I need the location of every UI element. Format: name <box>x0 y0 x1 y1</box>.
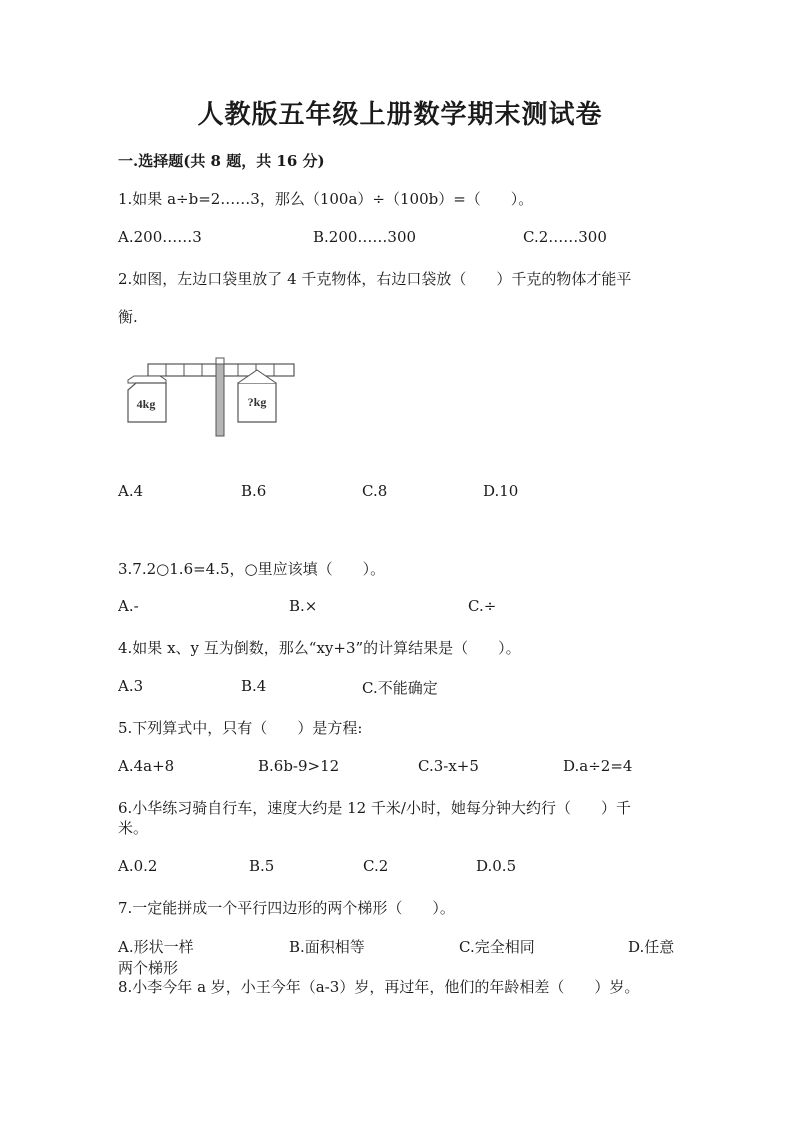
q4-option-b: B.4 <box>241 677 267 695</box>
q5-option-d: D.a÷2=4 <box>563 757 633 775</box>
question-3: 3.7.2○1.6=4.5，○里应该填（ ）。 <box>118 560 386 578</box>
q7-option-d: D.任意 <box>628 938 675 956</box>
q6-option-c: C.2 <box>363 857 389 875</box>
right-bag-label: ?kg <box>247 395 267 409</box>
q3-option-b: B.× <box>289 597 318 615</box>
q6-option-a: A.0.2 <box>118 857 158 875</box>
q7-option-c: C.完全相同 <box>459 938 535 956</box>
question-6: 6.小华练习骑自行车，速度大约是 12 千米/小时，她每分钟大约行（ ）千 <box>118 799 631 817</box>
q1-option-a: A.200……3 <box>118 228 202 246</box>
q2-option-d: D.10 <box>483 482 519 500</box>
question-2: 2.如图，左边口袋里放了 4 千克物体，右边口袋放（ ）千克的物体才能平 <box>118 270 632 288</box>
q1-option-c: C.2……300 <box>523 228 607 246</box>
q5-option-a: A.4a+8 <box>118 757 175 775</box>
q7-option-d-continuation: 两个梯形 <box>118 959 179 977</box>
question-4: 4.如果 x、y 互为倒数，那么“xy+3”的计算结果是（ ）。 <box>118 639 521 657</box>
balance-scale-figure <box>126 356 298 440</box>
q2-option-b: B.6 <box>241 482 267 500</box>
q7-option-b: B.面积相等 <box>289 938 365 956</box>
q6-option-d: D.0.5 <box>476 857 517 875</box>
q4-option-a: A.3 <box>118 677 144 695</box>
left-bag <box>128 376 166 422</box>
q6-option-b: B.5 <box>249 857 275 875</box>
question-1: 1.如果 a÷b=2……3，那么（100a）÷（100b）=（ ）。 <box>118 190 534 208</box>
q1-option-b: B.200……300 <box>313 228 417 246</box>
q2-option-c: C.8 <box>362 482 388 500</box>
q5-option-c: C.3-x+5 <box>418 757 479 775</box>
section-heading: 一.选择题(共 8 题，共 16 分) <box>118 152 325 170</box>
q4-option-c: C.不能确定 <box>362 679 438 697</box>
left-bag-label: 4kg <box>136 397 156 411</box>
page-title: 人教版五年级上册数学期末测试卷 <box>197 100 603 130</box>
question-5: 5.下列算式中，只有（ ）是方程: <box>118 719 363 737</box>
question-2-line-2: 衡. <box>118 308 138 326</box>
question-6-line-2: 米。 <box>118 819 149 837</box>
q3-option-a: A.- <box>118 597 139 615</box>
right-bag <box>238 370 276 422</box>
q2-option-a: A.4 <box>118 482 144 500</box>
q7-option-a: A.形状一样 <box>118 938 194 956</box>
question-7: 7.一定能拼成一个平行四边形的两个梯形（ ）。 <box>118 899 455 917</box>
q3-option-c: C.÷ <box>468 597 497 615</box>
question-8: 8.小李今年 a 岁，小王今年（a-3）岁，再过年，他们的年龄相差（ ）岁。 <box>118 978 640 996</box>
q5-option-b: B.6b-9>12 <box>258 757 340 775</box>
